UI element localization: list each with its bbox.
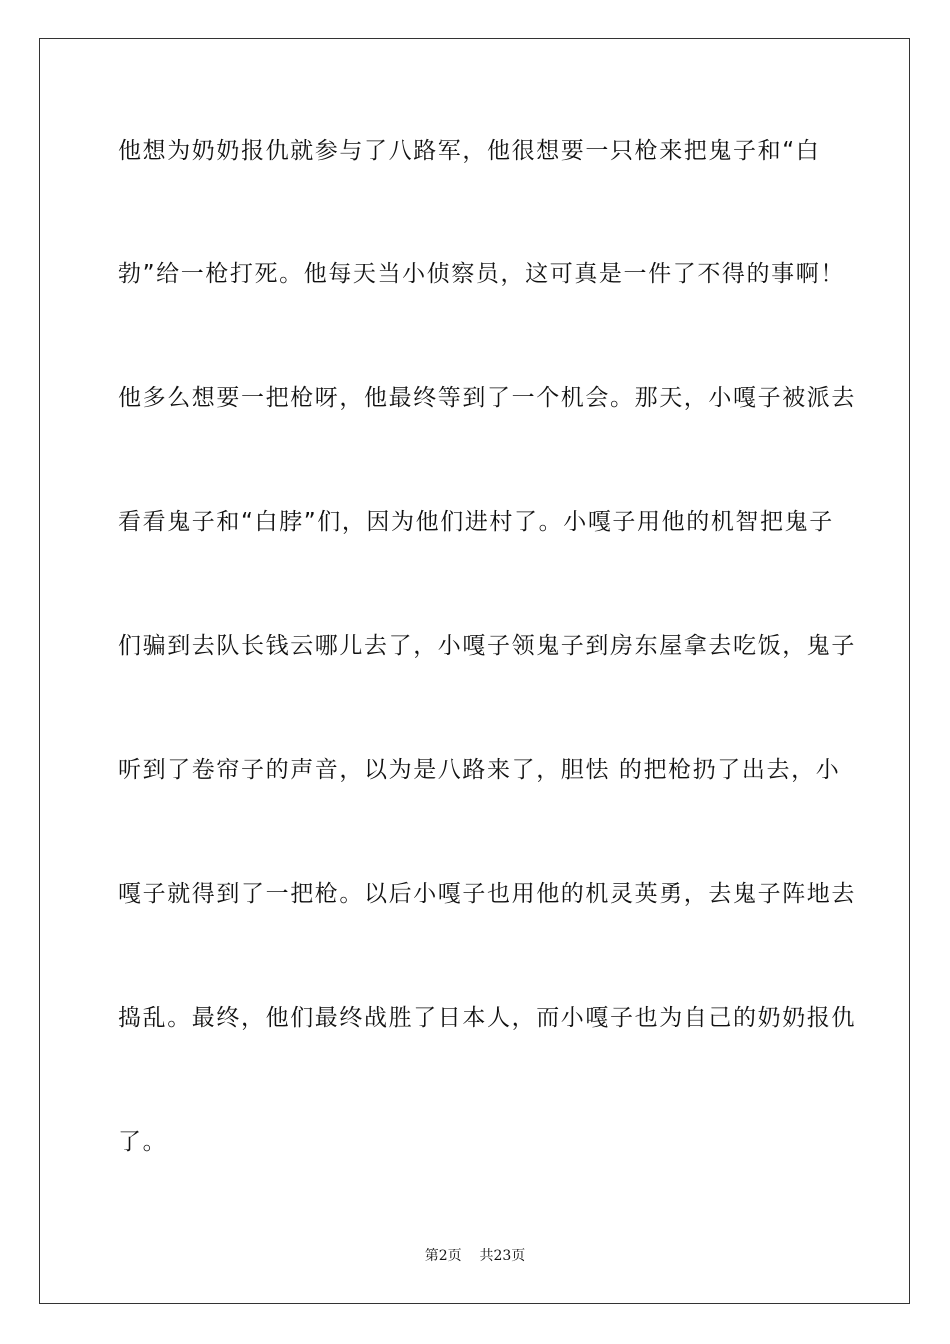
text-line-6: 听到了卷帘子的声音，以为是八路来了，胆怯 的把枪扔了出去，小 [118,757,841,783]
page-total: 共23页 [479,1248,526,1264]
text-line-2: 勃”给一枪打死。他每天当小侦察员，这可真是一件了不得的事啊！ [118,261,845,287]
page-number: 第2页 [424,1248,462,1264]
text-line-3: 他多么想要一把枪呀，他最终等到了一个机会。那天，小嘎子被派去 [118,385,856,411]
page-footer [0,1246,950,1266]
text-line-7: 嘎子就得到了一把枪。以后小嘎子也用他的机灵英勇，去鬼子阵地去 [118,881,856,907]
page-border [39,38,910,1304]
text-line-5: 们骗到去队长钱云哪儿去了，小嘎子领鬼子到房东屋拿去吃饭，鬼子 [118,633,856,659]
text-line-9: 了。 [118,1129,168,1155]
text-line-8: 捣乱。最终，他们最终战胜了日本人，而小嘎子也为自己的奶奶报仇 [118,1005,856,1031]
text-line-1: 他想为奶奶报仇就参与了八路军，他很想要一只枪来把鬼子和“白 [118,138,821,164]
text-line-4: 看看鬼子和“白脖”们，因为他们进村了。小嘎子用他的机智把鬼子 [118,509,834,535]
